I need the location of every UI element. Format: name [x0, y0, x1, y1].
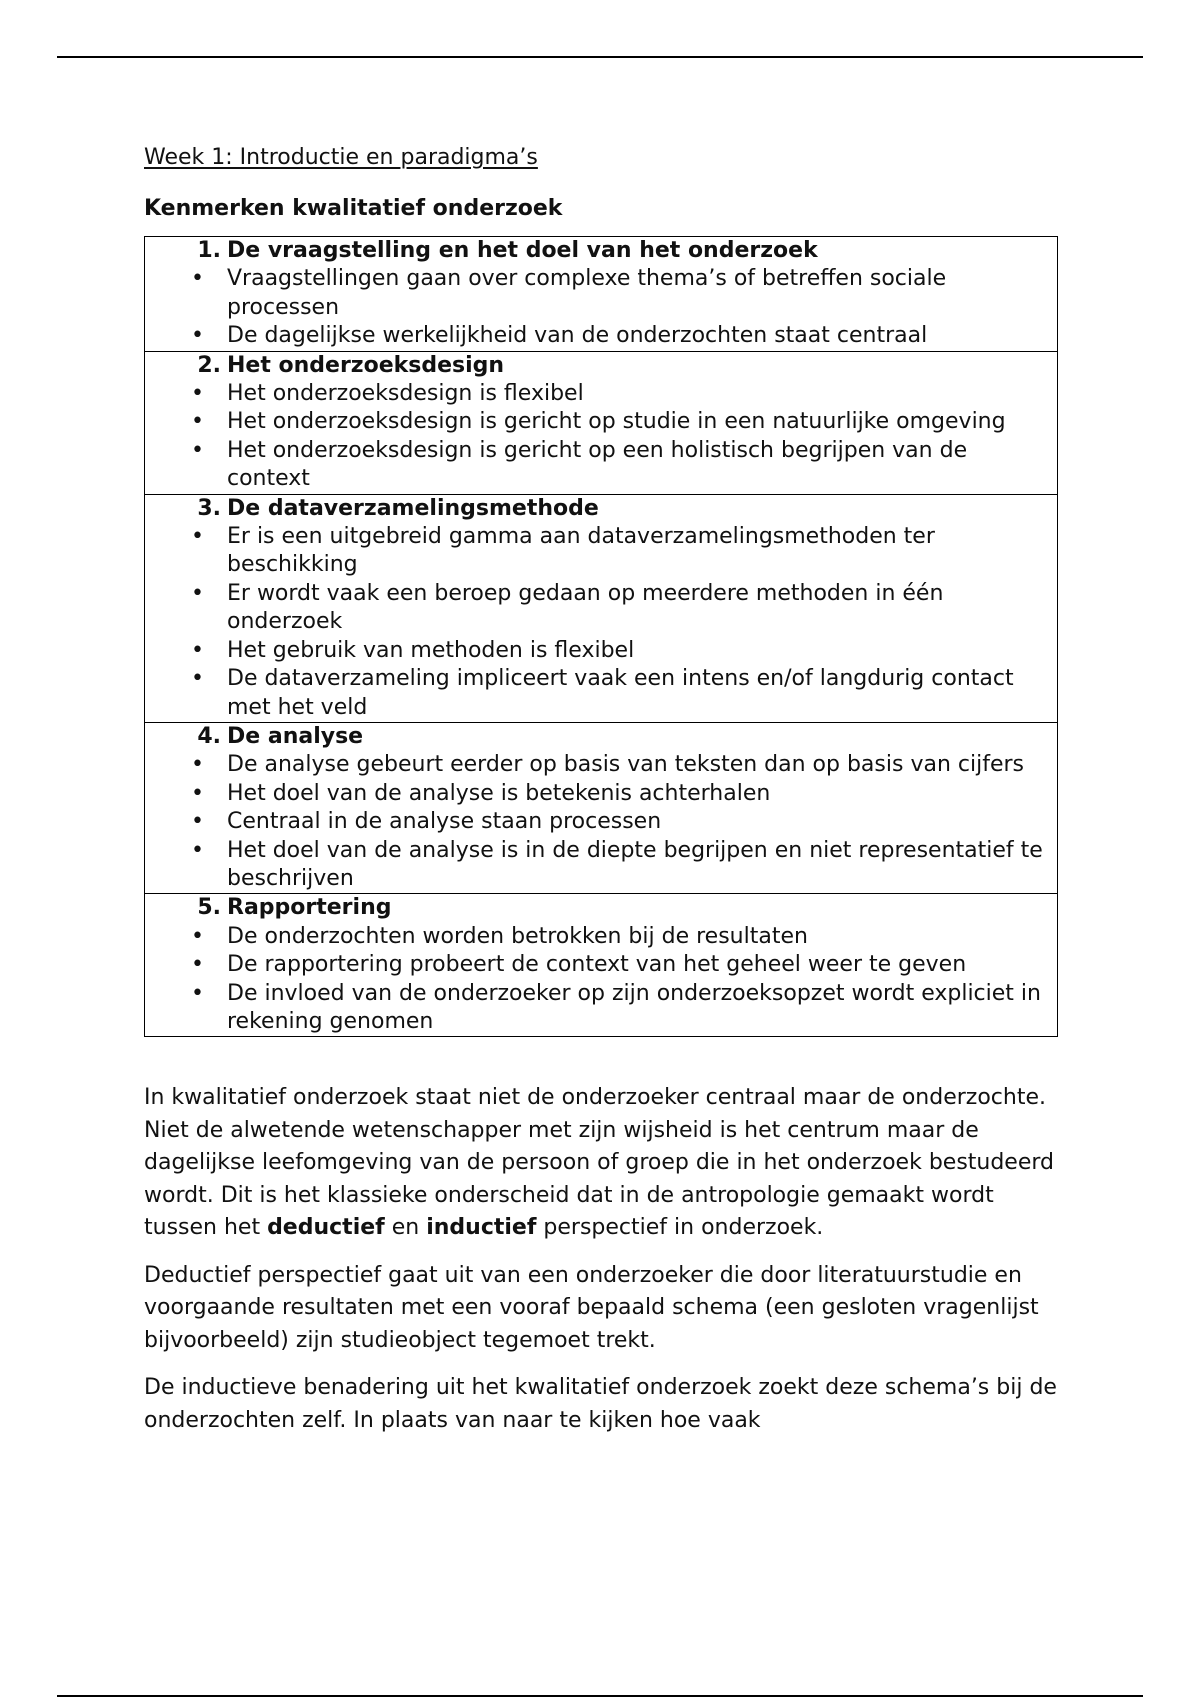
header-rule: [57, 56, 1143, 58]
point-text: Het gebruik van methoden is flexibel: [227, 637, 635, 663]
paragraph-3: De inductieve benadering uit het kwalitatief onderzoek zoekt deze schema’s bij de onderzochten zelf. In plaats van naar te kijken hoe vaak: [144, 1375, 1057, 1433]
criteria-row: [145, 237, 1058, 352]
criteria-heading: Rapportering: [227, 895, 392, 921]
document-body: [144, 140, 1060, 1437]
bullet-icon: [145, 780, 227, 808]
point-text: Het onderzoeksdesign is gericht op een holistisch begrijpen van de context: [227, 437, 968, 492]
list-item: [145, 923, 1053, 951]
criteria-number: 3.: [197, 495, 221, 521]
point-text: De onderzochten worden betrokken bij de resultaten: [227, 923, 808, 949]
list-item: [145, 808, 1053, 836]
bullet-icon: [145, 951, 227, 979]
list-item: [145, 837, 1053, 894]
list-item: [145, 980, 1053, 1037]
criteria-points: [145, 380, 1053, 494]
point-text: De dagelijkse werkelijkheid van de onderzochten staat centraal: [227, 323, 928, 349]
point-text: De analyse gebeurt eerder op basis van teksten dan op basis van cijfers: [227, 752, 1024, 778]
list-item: [145, 380, 1053, 408]
footer-rule: [57, 1695, 1143, 1697]
criteria-heading-row: [145, 352, 1053, 380]
list-item: [145, 751, 1053, 779]
bullet-icon: [145, 580, 227, 637]
criteria-number: 2.: [197, 352, 221, 378]
criteria-heading: Het onderzoeksdesign: [227, 352, 505, 378]
criteria-cell: [145, 894, 1058, 1037]
criteria-number: 1.: [197, 238, 221, 263]
paragraph-1-middle: en: [384, 1215, 427, 1241]
list-item: [145, 523, 1053, 580]
criteria-heading: De vraagstelling en het doel van het onderzoek: [227, 238, 818, 263]
paragraph-1-text-before: In kwalitatief onderzoek staat niet de onderzoeker centraal maar de onderzochte. Niet de alwetende wetenschapper met zijn wijsheid is het centrum maar de dagelijkse leefomgeving van de persoon of groep die in het onderzoek bestudeerd wordt. Dit is het klassieke onderscheid dat in de antropologie gemaakt wordt tussen het: [144, 1085, 1055, 1241]
paragraph-1-bold-deductief: deductief: [267, 1215, 385, 1241]
paragraph-1-text-after: perspectief in onderzoek.: [536, 1215, 824, 1241]
bullet-icon: [145, 408, 227, 436]
criteria-heading-row: [145, 894, 1053, 922]
point-text: Het onderzoeksdesign is flexibel: [227, 381, 584, 407]
bullet-icon: [145, 265, 227, 322]
bullet-icon: [145, 751, 227, 779]
week-title: Week 1: Introductie en paradigma’s: [144, 145, 538, 170]
criteria-row: [145, 722, 1058, 893]
criteria-heading-row: [145, 495, 1053, 523]
bullet-icon: [145, 322, 227, 350]
point-text: Centraal in de analyse staan processen: [227, 809, 662, 835]
paragraph-1-bold-inductief: inductief: [426, 1215, 537, 1241]
criteria-table: [144, 236, 1058, 1037]
point-text: Het doel van de analyse is in de diepte begrijpen en niet representatief te beschrijven: [227, 837, 1043, 891]
criteria-points: [145, 265, 1053, 350]
bullet-icon: [145, 523, 227, 580]
criteria-row: [145, 351, 1058, 494]
bullet-icon: [145, 837, 227, 894]
list-item: [145, 322, 1053, 350]
bullet-icon: [145, 923, 227, 951]
list-item: [145, 580, 1053, 637]
point-text: Er is een uitgebreid gamma aan dataverzamelingsmethoden ter beschikking: [227, 524, 935, 578]
criteria-heading: De analyse: [227, 723, 364, 749]
criteria-cell: [145, 237, 1058, 352]
bullet-icon: [145, 808, 227, 836]
criteria-cell: [145, 494, 1058, 722]
criteria-points: [145, 523, 1053, 722]
list-item: [145, 665, 1053, 722]
point-text: Er wordt vaak een beroep gedaan op meerdere methoden in één onderzoek: [227, 580, 944, 635]
point-text: De invloed van de onderzoeker op zijn onderzoeksopzet wordt expliciet in rekening genomen: [227, 980, 1041, 1034]
point-text: De dataverzameling impliceert vaak een intens en/of langdurig contact met het veld: [227, 666, 1014, 720]
criteria-heading-row: [145, 237, 1053, 265]
list-item: [145, 780, 1053, 808]
list-item: [145, 437, 1053, 494]
bullet-icon: [145, 437, 227, 494]
point-text: Het onderzoeksdesign is gericht op studie in een natuurlijke omgeving: [227, 409, 1006, 435]
bullet-icon: [145, 637, 227, 665]
section-title: Kenmerken kwalitatief onderzoek: [144, 196, 563, 221]
criteria-heading-row: [145, 723, 1053, 751]
point-text: Vraagstellingen gaan over complexe thema’s of betreffen sociale processen: [227, 266, 947, 320]
criteria-number: 5.: [197, 895, 221, 921]
criteria-number: 4.: [197, 723, 221, 749]
paragraph-1: [144, 1082, 1060, 1245]
paragraph-2: Deductief perspectief gaat uit van een onderzoeker die door literatuurstudie en voorgaande resultaten met een vooraf bepaald schema (een gesloten vragenlijst bijvoorbeeld) zijn studieobject tegemoet trekt.: [144, 1262, 1039, 1353]
criteria-row: [145, 494, 1058, 722]
bullet-icon: [145, 665, 227, 722]
list-item: [145, 408, 1053, 436]
bullet-icon: [145, 380, 227, 408]
criteria-row: [145, 894, 1058, 1037]
criteria-heading: De dataverzamelingsmethode: [227, 495, 599, 521]
point-text: Het doel van de analyse is betekenis achterhalen: [227, 780, 771, 806]
criteria-cell: [145, 351, 1058, 494]
criteria-cell: [145, 722, 1058, 893]
point-text: De rapportering probeert de context van het geheel weer te geven: [227, 952, 967, 978]
criteria-points: [145, 923, 1053, 1037]
list-item: [145, 637, 1053, 665]
list-item: [145, 951, 1053, 979]
list-item: [145, 265, 1053, 322]
bullet-icon: [145, 980, 227, 1037]
criteria-points: [145, 751, 1053, 893]
